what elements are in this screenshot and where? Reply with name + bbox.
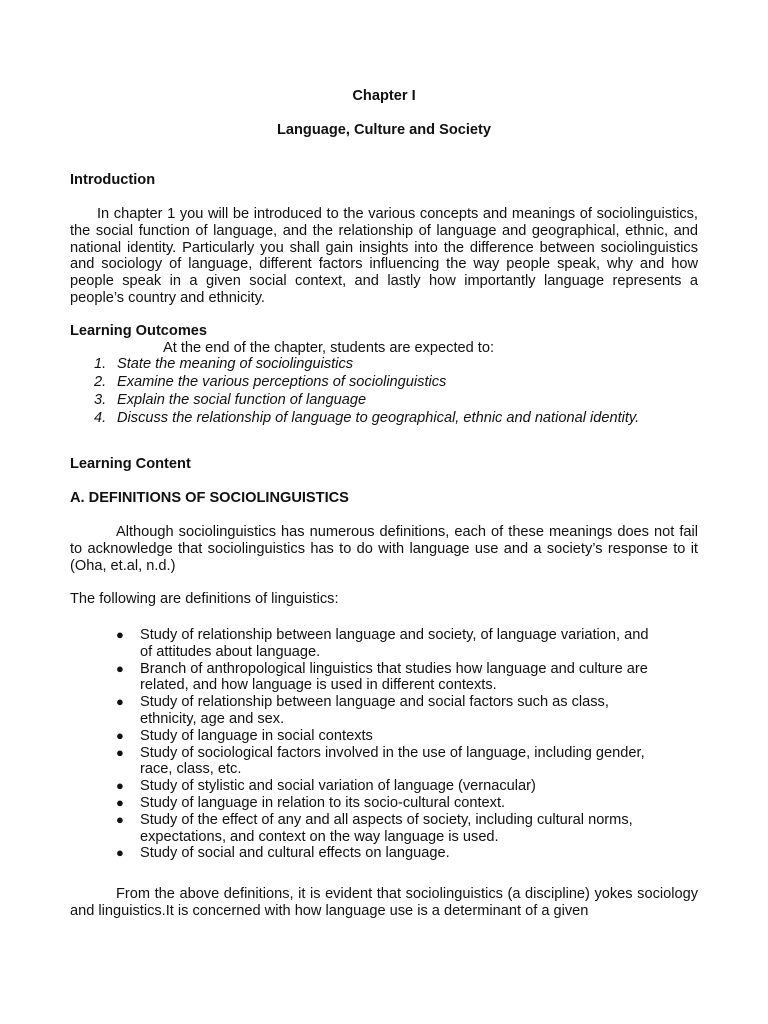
bullet-icon: ● bbox=[116, 744, 124, 760]
definition-line: Study of the effect of any and all aspects of society, including cultural norms, bbox=[140, 811, 633, 828]
outcome-number: 4. bbox=[94, 410, 107, 426]
list-item bbox=[116, 627, 706, 661]
list-item bbox=[116, 745, 706, 779]
definition-line: Branch of anthropological linguistics that studies how language and culture are bbox=[140, 660, 648, 677]
definitions-intro-paragraph bbox=[70, 524, 698, 574]
outcome-number: 3. bbox=[94, 392, 107, 408]
definition-line: Study of stylistic and social variation of language (vernacular) bbox=[140, 778, 536, 795]
list-item bbox=[116, 812, 706, 846]
chapter-label: Chapter I bbox=[352, 88, 416, 104]
learning-outcomes-lead: At the end of the chapter, students are expected to: bbox=[163, 340, 495, 356]
outcome-text: State the meaning of sociolinguistics bbox=[117, 356, 354, 372]
outcome-number: 1. bbox=[94, 356, 107, 372]
chapter-title: Language, Culture and Society bbox=[276, 122, 492, 138]
definition-line: of attitudes about language. bbox=[140, 643, 321, 660]
bullet-icon: ● bbox=[116, 694, 124, 710]
definitions-intro-text: Although sociolinguistics has numerous definitions, each of these meanings does not fail to acknowledge that sociolinguistics has to do with language use and a society’s response to it (Oha, et.al, n.d.) bbox=[70, 524, 698, 574]
definition-line: ethnicity, age and sex. bbox=[140, 710, 285, 727]
outcome-text: Examine the various perceptions of sociolinguistics bbox=[117, 374, 447, 390]
introduction-heading: Introduction bbox=[70, 172, 156, 188]
bullet-icon: ● bbox=[116, 845, 124, 861]
conclusion-paragraph bbox=[70, 886, 698, 920]
introduction-paragraph bbox=[70, 206, 698, 307]
definition-line: Study of social and cultural effects on language. bbox=[140, 845, 450, 862]
list-item bbox=[116, 694, 706, 728]
section-heading: A. DEFINITIONS OF SOCIOLINGUISTICS bbox=[70, 490, 349, 506]
list-item bbox=[116, 661, 706, 695]
outcome-text: Explain the social function of language bbox=[117, 392, 367, 408]
definition-line: Study of relationship between language and society, of language variation, and bbox=[140, 627, 649, 643]
list-item bbox=[116, 728, 706, 745]
list-item bbox=[116, 795, 706, 812]
definition-line: related, and how language is used in different contexts. bbox=[140, 677, 497, 694]
bullet-icon: ● bbox=[116, 794, 124, 810]
definition-line: Study of sociological factors involved in the use of language, including gender, bbox=[140, 744, 645, 761]
list-item bbox=[116, 845, 706, 862]
definition-line: Study of language in social contexts bbox=[140, 727, 373, 744]
learning-outcomes-heading: Learning Outcomes bbox=[70, 323, 208, 339]
bullet-icon: ● bbox=[116, 778, 124, 794]
introduction-text: In chapter 1 you will be introduced to the various concepts and meanings of sociolinguistics, the social function of language, and the relationship of language and geographical, ethnic, and national identity. Particularly you shall gain insights into the difference between sociolinguistics and sociology of language, different factors influencing the way people speak, why and how people speak in a given social context, and lastly how importantly language represents a people’s country and ethnicity. bbox=[70, 206, 698, 306]
outcome-text: Discuss the relationship of language to geographical, ethnic and national identity. bbox=[117, 410, 640, 426]
definition-line: expectations, and context on the way language is used. bbox=[140, 828, 499, 845]
definition-line: race, class, etc. bbox=[140, 761, 242, 778]
definitions-list-lead: The following are definitions of linguistics: bbox=[70, 591, 339, 607]
bullet-icon: ● bbox=[116, 660, 124, 676]
bullet-icon: ● bbox=[116, 627, 124, 642]
bullet-icon: ● bbox=[116, 727, 124, 743]
definition-line: Study of language in relation to its socio-cultural context. bbox=[140, 794, 506, 811]
definitions-list bbox=[116, 627, 706, 862]
outcome-number: 2. bbox=[94, 374, 107, 390]
list-item bbox=[116, 778, 706, 795]
conclusion-text: From the above definitions, it is evident that sociolinguistics (a discipline) yokes sociology and linguistics.It is concerned with how language use is a determinant of a given bbox=[70, 886, 698, 919]
learning-content-heading: Learning Content bbox=[70, 456, 191, 472]
definition-line: Study of relationship between language and social factors such as class, bbox=[140, 694, 609, 711]
bullet-icon: ● bbox=[116, 811, 124, 827]
